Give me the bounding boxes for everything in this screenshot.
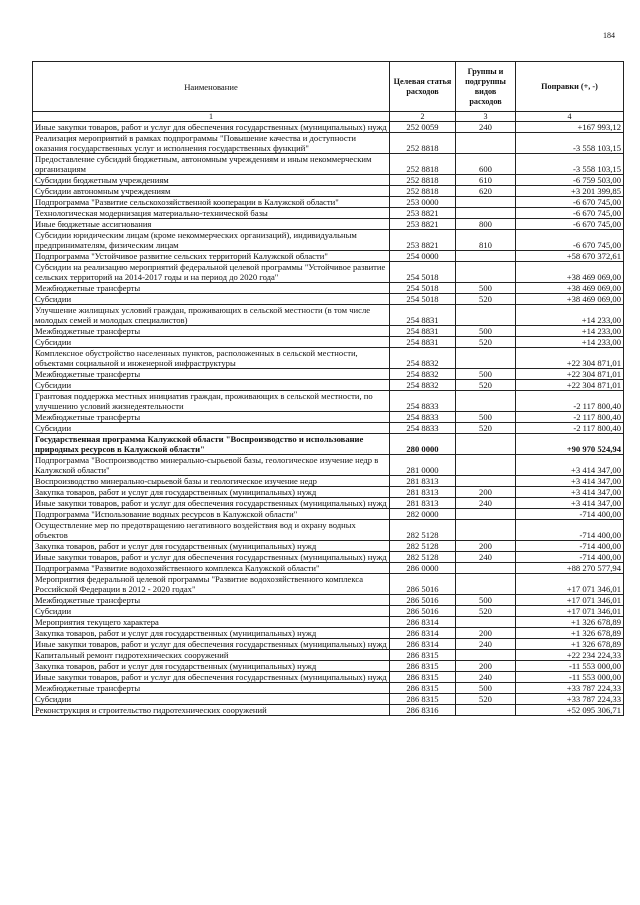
row-amendment-amount: +14 233,00: [516, 337, 624, 348]
row-name: Иные закупки товаров, работ и услуг для обеспечения государственных (муниципальных) нужд: [33, 672, 390, 683]
row-expense-group: [456, 305, 516, 326]
row-name: Субсидии: [33, 380, 390, 391]
table-row: [33, 380, 624, 391]
row-expense-group: 500: [456, 683, 516, 694]
row-amendment-amount: +167 993,12: [516, 122, 624, 133]
row-target-article: 252 8818: [390, 154, 456, 175]
table-row: [33, 509, 624, 520]
row-target-article: 254 8833: [390, 391, 456, 412]
row-expense-group: [456, 563, 516, 574]
row-name: Подпрограмма "Устойчивое развитие сельских территорий Калужской области": [33, 251, 390, 262]
table-row: [33, 186, 624, 197]
row-amendment-amount: -6 670 745,00: [516, 197, 624, 208]
row-name: Межбюджетные трансферты: [33, 326, 390, 337]
row-expense-group: 520: [456, 294, 516, 305]
table-row: [33, 672, 624, 683]
row-target-article: 254 8831: [390, 326, 456, 337]
row-amendment-amount: +3 414 347,00: [516, 487, 624, 498]
table-row: [33, 552, 624, 563]
table-row: [33, 639, 624, 650]
row-name: Реализация мероприятий в рамках подпрограммы "Повышение качества и доступности оказания государственных услуг и исполнения государственных функций": [33, 133, 390, 154]
row-expense-group: [456, 705, 516, 716]
row-expense-group: [456, 133, 516, 154]
table-row: [33, 487, 624, 498]
row-amendment-amount: +17 071 346,01: [516, 606, 624, 617]
row-name: Улучшение жилищных условий граждан, проживающих в сельской местности (в том числе молодых семей и молодых специалистов): [33, 305, 390, 326]
table-row: [33, 541, 624, 552]
row-expense-group: 520: [456, 606, 516, 617]
row-expense-group: [456, 520, 516, 541]
row-amendment-amount: +3 414 347,00: [516, 498, 624, 509]
row-target-article: 253 8821: [390, 230, 456, 251]
row-amendment-amount: -6 670 745,00: [516, 208, 624, 219]
column-number: 1: [33, 112, 390, 122]
row-amendment-amount: +52 095 306,71: [516, 705, 624, 716]
table-row: [33, 520, 624, 541]
row-target-article: 282 0000: [390, 509, 456, 520]
row-target-article: 281 0000: [390, 455, 456, 476]
header-target-article: Целевая статья расходов: [390, 62, 456, 112]
row-name: Закупка товаров, работ и услуг для государственных (муниципальных) нужд: [33, 541, 390, 552]
row-target-article: 286 5016: [390, 574, 456, 595]
row-amendment-amount: +3 414 347,00: [516, 476, 624, 487]
row-amendment-amount: +17 071 346,01: [516, 574, 624, 595]
row-name: Закупка товаров, работ и услуг для государственных (муниципальных) нужд: [33, 628, 390, 639]
row-expense-group: 620: [456, 186, 516, 197]
row-name: Технологическая модернизация материально-технической базы: [33, 208, 390, 219]
row-name: Субсидии на реализацию мероприятий федеральной целевой программы "Устойчивое развитие сельских территорий на 2014-2017 годы и на период до 2020 года": [33, 262, 390, 283]
row-amendment-amount: +1 326 678,89: [516, 639, 624, 650]
row-name: Осуществление мер по предотвращению негативного воздействия вод и охрану водных объектов: [33, 520, 390, 541]
row-target-article: 286 5016: [390, 606, 456, 617]
table-row: [33, 305, 624, 326]
row-target-article: 252 8818: [390, 133, 456, 154]
table-row: [33, 337, 624, 348]
row-target-article: 253 8821: [390, 219, 456, 230]
table-row: [33, 574, 624, 595]
row-expense-group: 610: [456, 175, 516, 186]
table-row: [33, 476, 624, 487]
table-row: [33, 197, 624, 208]
row-target-article: 286 8314: [390, 639, 456, 650]
table-row: [33, 498, 624, 509]
row-target-article: 253 8821: [390, 208, 456, 219]
row-name: Иные закупки товаров, работ и услуг для обеспечения государственных (муниципальных) нужд: [33, 552, 390, 563]
row-target-article: 286 8315: [390, 683, 456, 694]
row-name: Субсидии: [33, 294, 390, 305]
row-target-article: 254 5018: [390, 283, 456, 294]
row-name: Закупка товаров, работ и услуг для государственных (муниципальных) нужд: [33, 487, 390, 498]
row-target-article: 254 8832: [390, 348, 456, 369]
table-row: [33, 423, 624, 434]
row-amendment-amount: +22 304 871,01: [516, 348, 624, 369]
row-expense-group: 200: [456, 661, 516, 672]
column-number: 2: [390, 112, 456, 122]
table-row: [33, 283, 624, 294]
table-row: [33, 175, 624, 186]
row-name: Иные бюджетные ассигнования: [33, 219, 390, 230]
row-amendment-amount: +3 201 399,85: [516, 186, 624, 197]
table-row: [33, 628, 624, 639]
row-name: Подпрограмма "Развитие водохозяйственного комплекса Калужской области": [33, 563, 390, 574]
table-row: [33, 369, 624, 380]
row-target-article: 281 8313: [390, 476, 456, 487]
row-amendment-amount: +33 787 224,33: [516, 683, 624, 694]
header-amendments: Поправки (+, -): [516, 62, 624, 112]
row-name: Капитальный ремонт гидротехнических сооружений: [33, 650, 390, 661]
row-target-article: 252 8818: [390, 175, 456, 186]
table-row: [33, 683, 624, 694]
table-row: [33, 294, 624, 305]
row-target-article: 281 8313: [390, 487, 456, 498]
page-number: 184: [603, 31, 615, 40]
table-row: [33, 661, 624, 672]
row-name: Подпрограмма "Использование водных ресурсов в Калужской области": [33, 509, 390, 520]
row-expense-group: [456, 197, 516, 208]
row-amendment-amount: +22 234 224,33: [516, 650, 624, 661]
table-row: [33, 133, 624, 154]
table-row: [33, 326, 624, 337]
row-expense-group: [456, 391, 516, 412]
row-target-article: 254 5018: [390, 294, 456, 305]
column-number: 3: [456, 112, 516, 122]
table-row: [33, 412, 624, 423]
table-row: [33, 650, 624, 661]
table-row: [33, 434, 624, 455]
table-row: [33, 606, 624, 617]
row-amendment-amount: -6 670 745,00: [516, 230, 624, 251]
table-row: [33, 617, 624, 628]
row-target-article: 254 5018: [390, 262, 456, 283]
row-name: Мероприятия федеральной целевой программы "Развитие водохозяйственного комплекса Российской Федерации в 2012 - 2020 годах": [33, 574, 390, 595]
row-expense-group: [456, 208, 516, 219]
row-expense-group: [456, 476, 516, 487]
row-amendment-amount: -6 670 745,00: [516, 219, 624, 230]
row-name: Мероприятия текущего характера: [33, 617, 390, 628]
row-expense-group: 240: [456, 639, 516, 650]
row-target-article: 253 0000: [390, 197, 456, 208]
table-row: [33, 455, 624, 476]
row-amendment-amount: +1 326 678,89: [516, 617, 624, 628]
row-name: Предоставление субсидий бюджетным, автономным учреждениям и иным некоммерческим организациям: [33, 154, 390, 175]
table-header-row: [33, 62, 624, 112]
row-name: Закупка товаров, работ и услуг для государственных (муниципальных) нужд: [33, 661, 390, 672]
row-target-article: 254 8833: [390, 423, 456, 434]
table-row: [33, 595, 624, 606]
row-target-article: 254 8832: [390, 380, 456, 391]
row-expense-group: 200: [456, 628, 516, 639]
row-name: Грантовая поддержка местных инициатив граждан, проживающих в сельской местности, по улучшению условий жизнедеятельности: [33, 391, 390, 412]
table-row: [33, 154, 624, 175]
row-expense-group: 500: [456, 283, 516, 294]
row-amendment-amount: -6 759 503,00: [516, 175, 624, 186]
row-name: Субсидии автономным учреждениям: [33, 186, 390, 197]
row-amendment-amount: -714 400,00: [516, 552, 624, 563]
row-target-article: 286 8316: [390, 705, 456, 716]
row-target-article: 286 8315: [390, 661, 456, 672]
row-target-article: 282 5128: [390, 541, 456, 552]
row-amendment-amount: +88 270 577,94: [516, 563, 624, 574]
row-name: Субсидии: [33, 694, 390, 705]
row-name: Межбюджетные трансферты: [33, 595, 390, 606]
row-amendment-amount: -3 558 103,15: [516, 133, 624, 154]
row-amendment-amount: -714 400,00: [516, 541, 624, 552]
table-row: [33, 251, 624, 262]
table-row: [33, 122, 624, 133]
row-amendment-amount: +17 071 346,01: [516, 595, 624, 606]
row-expense-group: 240: [456, 498, 516, 509]
row-name: Межбюджетные трансферты: [33, 283, 390, 294]
row-name: Субсидии: [33, 606, 390, 617]
table-row: [33, 705, 624, 716]
row-amendment-amount: +14 233,00: [516, 305, 624, 326]
row-amendment-amount: +58 670 372,61: [516, 251, 624, 262]
row-target-article: 286 0000: [390, 563, 456, 574]
row-name: Реконструкция и строительство гидротехнических сооружений: [33, 705, 390, 716]
row-name: Комплексное обустройство населенных пунктов, расположенных в сельской местности, объектами социальной и инженерной инфраструктуры: [33, 348, 390, 369]
row-name: Государственная программа Калужской области "Воспроизводство и использование природных ресурсов в Калужской области": [33, 434, 390, 455]
row-target-article: 254 0000: [390, 251, 456, 262]
row-name: Иные закупки товаров, работ и услуг для обеспечения государственных (муниципальных) нужд: [33, 498, 390, 509]
row-expense-group: 500: [456, 369, 516, 380]
budget-amendments-table: [32, 61, 624, 716]
row-expense-group: 600: [456, 154, 516, 175]
table-row: [33, 230, 624, 251]
row-target-article: 282 5128: [390, 520, 456, 541]
row-expense-group: 500: [456, 595, 516, 606]
row-expense-group: 500: [456, 326, 516, 337]
row-expense-group: 520: [456, 423, 516, 434]
row-amendment-amount: +3 414 347,00: [516, 455, 624, 476]
row-amendment-amount: +38 469 069,00: [516, 283, 624, 294]
row-amendment-amount: +38 469 069,00: [516, 262, 624, 283]
row-target-article: 282 5128: [390, 552, 456, 563]
row-expense-group: 200: [456, 487, 516, 498]
row-name: Субсидии: [33, 423, 390, 434]
row-expense-group: [456, 434, 516, 455]
row-expense-group: [456, 262, 516, 283]
table-row: [33, 563, 624, 574]
row-expense-group: [456, 455, 516, 476]
row-target-article: 254 8832: [390, 369, 456, 380]
row-expense-group: [456, 650, 516, 661]
table-row: [33, 219, 624, 230]
row-name: Субсидии: [33, 337, 390, 348]
table-body: [33, 122, 624, 716]
column-number: 4: [516, 112, 624, 122]
row-target-article: 286 8314: [390, 628, 456, 639]
row-target-article: 286 8314: [390, 617, 456, 628]
row-expense-group: [456, 617, 516, 628]
row-amendment-amount: +33 787 224,33: [516, 694, 624, 705]
row-expense-group: [456, 251, 516, 262]
row-name: Межбюджетные трансферты: [33, 683, 390, 694]
row-name: Подпрограмма "Воспроизводство минерально-сырьевой базы, геологическое изучение недр в Калужской области": [33, 455, 390, 476]
row-amendment-amount: +1 326 678,89: [516, 628, 624, 639]
row-target-article: 252 8818: [390, 186, 456, 197]
row-amendment-amount: -2 117 800,40: [516, 423, 624, 434]
row-amendment-amount: -714 400,00: [516, 509, 624, 520]
row-target-article: 254 8831: [390, 337, 456, 348]
row-amendment-amount: -3 558 103,15: [516, 154, 624, 175]
table-row: [33, 262, 624, 283]
row-target-article: 286 8315: [390, 694, 456, 705]
row-target-article: 281 8313: [390, 498, 456, 509]
column-number-row: [33, 112, 624, 122]
row-amendment-amount: -11 553 000,00: [516, 672, 624, 683]
row-expense-group: 500: [456, 412, 516, 423]
row-expense-group: 810: [456, 230, 516, 251]
row-expense-group: 240: [456, 122, 516, 133]
table-row: [33, 391, 624, 412]
row-amendment-amount: +22 304 871,01: [516, 380, 624, 391]
table-row: [33, 348, 624, 369]
table-row: [33, 208, 624, 219]
row-amendment-amount: -2 117 800,40: [516, 391, 624, 412]
row-amendment-amount: -2 117 800,40: [516, 412, 624, 423]
row-name: Межбюджетные трансферты: [33, 412, 390, 423]
row-expense-group: 200: [456, 541, 516, 552]
row-expense-group: 520: [456, 694, 516, 705]
header-expense-groups: Группы и подгруппы видов расходов: [456, 62, 516, 112]
row-name: Субсидии юридическим лицам (кроме некоммерческих организаций), индивидуальным предпринимателям, физическим лицам: [33, 230, 390, 251]
row-target-article: 286 8315: [390, 650, 456, 661]
row-expense-group: 240: [456, 672, 516, 683]
header-name: Наименование: [33, 62, 390, 112]
row-name: Межбюджетные трансферты: [33, 369, 390, 380]
row-expense-group: 520: [456, 337, 516, 348]
row-expense-group: 240: [456, 552, 516, 563]
row-target-article: 286 5016: [390, 595, 456, 606]
row-target-article: 254 8831: [390, 305, 456, 326]
row-name: Подпрограмма "Развитие сельскохозяйственной кооперации в Калужской области": [33, 197, 390, 208]
row-amendment-amount: -714 400,00: [516, 520, 624, 541]
row-amendment-amount: +90 970 524,94: [516, 434, 624, 455]
row-expense-group: 800: [456, 219, 516, 230]
row-name: Иные закупки товаров, работ и услуг для обеспечения государственных (муниципальных) нужд: [33, 122, 390, 133]
row-name: Субсидии бюджетным учреждениям: [33, 175, 390, 186]
row-expense-group: [456, 574, 516, 595]
row-target-article: 252 0059: [390, 122, 456, 133]
row-name: Воспроизводство минерально-сырьевой базы и геологическое изучение недр: [33, 476, 390, 487]
row-name: Иные закупки товаров, работ и услуг для обеспечения государственных (муниципальных) нужд: [33, 639, 390, 650]
row-target-article: 286 8315: [390, 672, 456, 683]
row-target-article: 254 8833: [390, 412, 456, 423]
row-amendment-amount: +14 233,00: [516, 326, 624, 337]
row-amendment-amount: +22 304 871,01: [516, 369, 624, 380]
row-target-article: 280 0000: [390, 434, 456, 455]
row-expense-group: [456, 509, 516, 520]
table-row: [33, 694, 624, 705]
row-expense-group: 520: [456, 380, 516, 391]
row-amendment-amount: -11 553 000,00: [516, 661, 624, 672]
row-expense-group: [456, 348, 516, 369]
row-amendment-amount: +38 469 069,00: [516, 294, 624, 305]
